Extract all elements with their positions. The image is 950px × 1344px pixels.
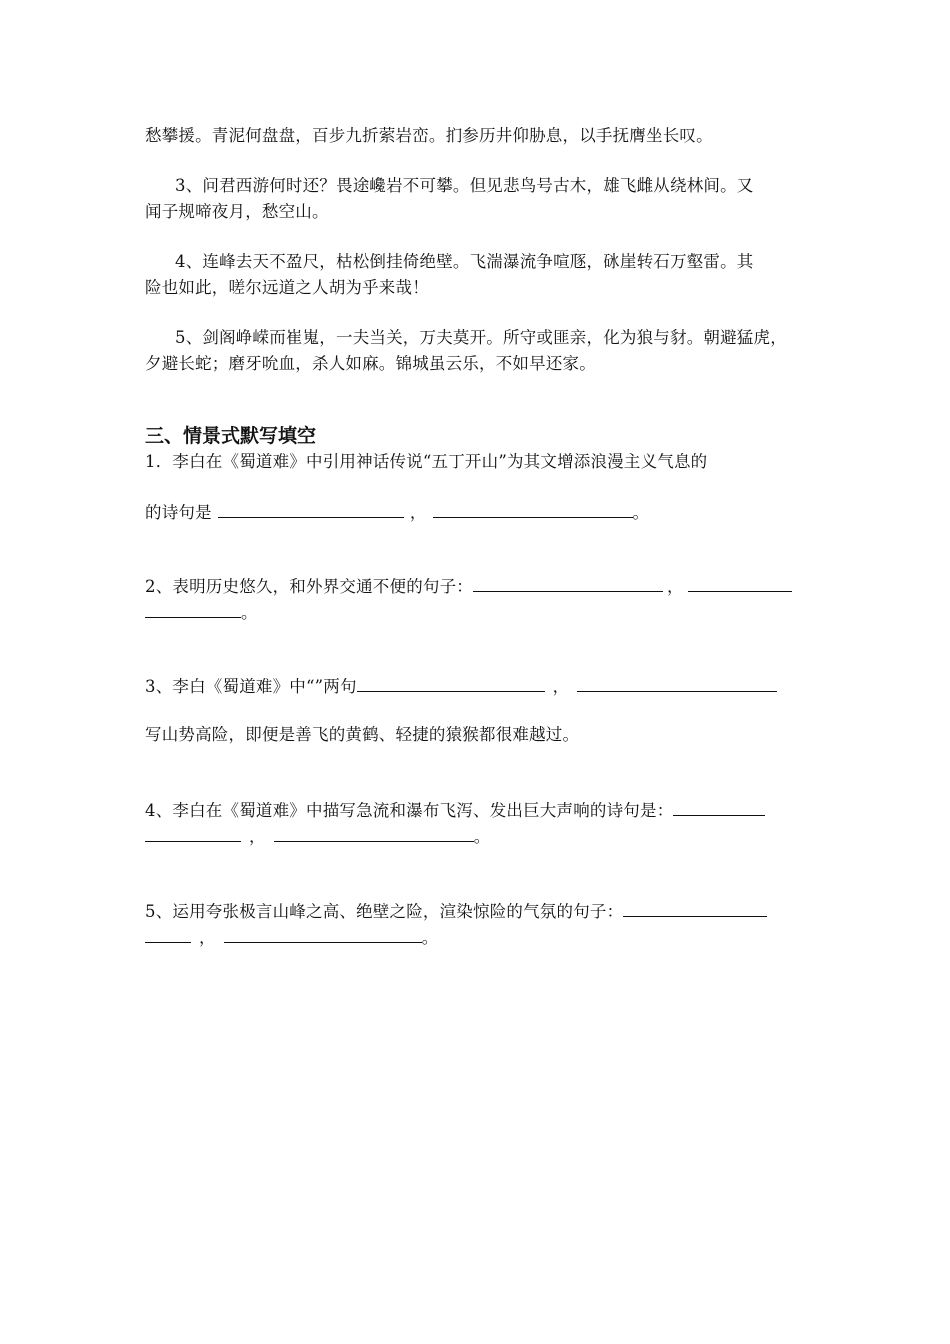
answer-blank[interactable] <box>218 499 404 518</box>
poem-line: 夕避长蛇；磨牙吮血，杀人如麻。锦城虽云乐，不如早还家。 <box>145 354 596 373</box>
answer-blank[interactable] <box>688 573 792 592</box>
separator: ， <box>667 577 684 596</box>
question-5-text <box>145 898 810 925</box>
poem-line: 3、问君西游何时还？畏途巉岩不可攀。但见悲鸟号古木，雄飞雌从绕林间。又 <box>175 176 754 195</box>
answer-blank[interactable] <box>473 573 663 592</box>
question-prefix: 3、李白《蜀道难》中“”两句 <box>145 677 357 696</box>
period: 。 <box>421 928 439 947</box>
question-4-continued <box>145 823 810 850</box>
question-1-answer-line <box>145 499 810 526</box>
section-title: 三、情景式默写填空 <box>145 425 317 447</box>
answer-blank[interactable] <box>623 898 767 917</box>
poem-line: 险也如此，嗟尔远道之人胡为乎来哉！ <box>145 278 429 297</box>
answer-blank[interactable] <box>274 823 474 842</box>
answer-blank[interactable] <box>145 599 241 618</box>
period: 。 <box>241 603 258 622</box>
answer-prefix: 的诗句是 <box>145 503 212 522</box>
answer-blank[interactable] <box>433 499 633 518</box>
question-1-text: 1．李白在《蜀道难》中引用神话传说“五丁开山”为其文增添浪漫主义气息的 <box>145 452 708 471</box>
question-prefix: 5、运用夸张极言山峰之高、绝壁之险，渲染惊险的气氛的句子： <box>145 902 624 921</box>
question-4-text <box>145 797 810 824</box>
separator: ， <box>552 677 570 696</box>
answer-blank[interactable] <box>145 924 191 943</box>
poem-line: 5、剑阁峥嵘而崔嵬，一夫当关，万夫莫开。所守或匪亲，化为狼与豺。朝避猛虎， <box>175 328 787 347</box>
poem-line: 4、连峰去天不盈尺，枯松倒挂倚绝壁。飞湍瀑流争喧豗，砯崖转石万壑雷。其 <box>175 252 754 271</box>
question-prefix: 2、表明历史悠久，和外界交通不便的句子： <box>145 577 473 596</box>
answer-blank[interactable] <box>577 673 777 692</box>
question-5-continued <box>145 924 810 951</box>
answer-blank[interactable] <box>673 797 765 816</box>
separator: ， <box>409 503 427 522</box>
question-3-text <box>145 673 810 700</box>
question-2-text <box>145 573 810 600</box>
question-prefix: 4、李白在《蜀道难》中描写急流和瀑布飞泻、发出巨大声响的诗句是： <box>145 801 674 820</box>
question-3-continued: 写山势高险，即便是善飞的黄鹤、轻捷的猿猴都很难越过。 <box>145 725 580 744</box>
period: 。 <box>632 503 650 522</box>
period: 。 <box>473 827 491 846</box>
answer-blank[interactable] <box>145 823 241 842</box>
question-2-continued <box>145 599 810 626</box>
poem-line: 愁攀援。青泥何盘盘，百步九折萦岩峦。扪参历井仰胁息，以手抚膺坐长叹。 <box>145 126 713 145</box>
answer-blank[interactable] <box>357 673 545 692</box>
separator: ， <box>199 928 216 947</box>
separator: ， <box>249 827 266 846</box>
poem-line: 闻子规啼夜月，愁空山。 <box>145 202 329 221</box>
answer-blank[interactable] <box>224 924 422 943</box>
